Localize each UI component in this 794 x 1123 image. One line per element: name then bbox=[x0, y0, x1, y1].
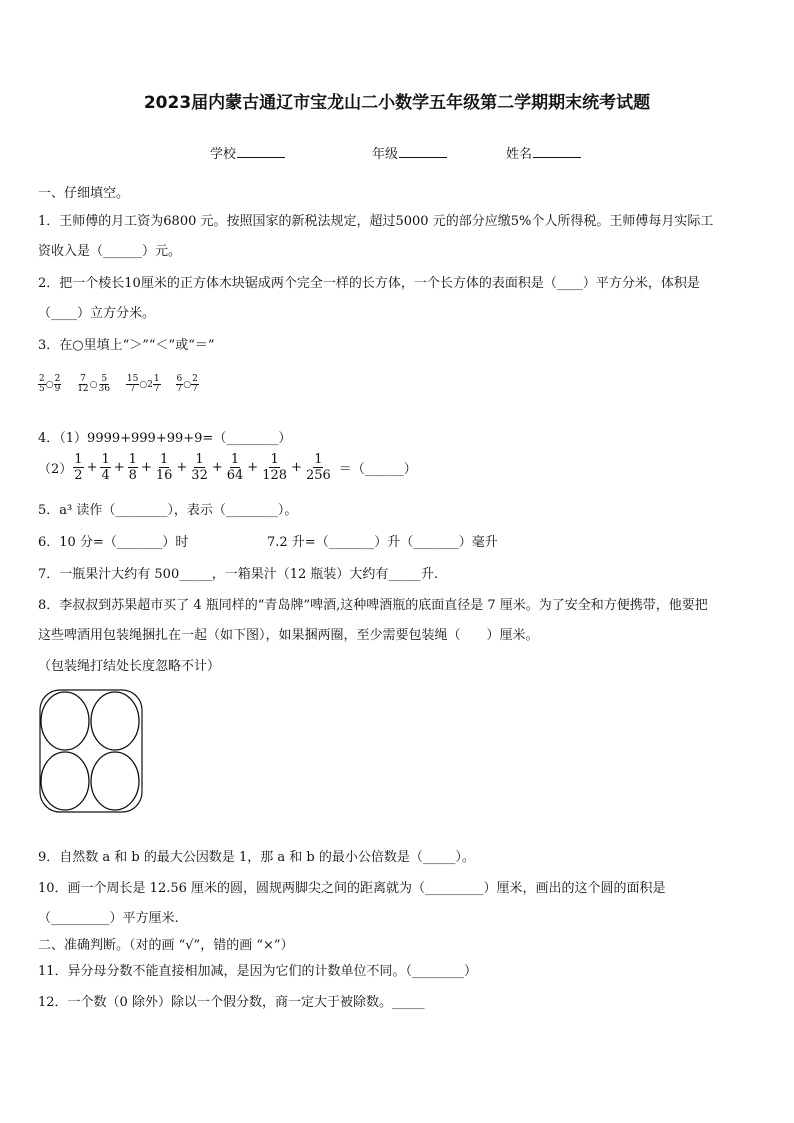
comparison-circle[interactable]: ○ bbox=[183, 380, 192, 390]
fraction: $\frac{2}{5}$ bbox=[39, 374, 45, 394]
comparison-item bbox=[38, 375, 61, 394]
question-6-left: 6．10 分=（_______）时 bbox=[38, 535, 189, 550]
fraction-term: $\frac{1}{2}$ bbox=[74, 452, 83, 483]
question-4-line-1: 4．（1）9999+999+99+9=（________） bbox=[38, 431, 292, 446]
comparison-circle[interactable]: ○ bbox=[139, 380, 148, 390]
question-6-right: 7.2 升=（_______）升（_______）毫升 bbox=[267, 535, 498, 550]
grade-label: 年级 bbox=[372, 147, 399, 162]
comparison-circle[interactable]: ○ bbox=[89, 380, 98, 390]
plus-sign: + bbox=[86, 460, 98, 475]
plus-sign: + bbox=[140, 460, 152, 475]
fraction: $\frac{6}{7}$ bbox=[176, 374, 183, 394]
fraction-term: $\frac{1}{128}$ bbox=[262, 452, 288, 483]
fraction-term: $\frac{1}{16}$ bbox=[155, 452, 173, 483]
fraction-term: $\frac{1}{256}$ bbox=[305, 452, 331, 483]
question-2-line-1: 2．把一个棱长10厘米的正方体木块锯成两个完全一样的长方体，一个长方体的表面积是（____）平方分米，体积是 bbox=[38, 276, 700, 291]
fraction: $\frac{5}{36}$ bbox=[98, 374, 110, 394]
question-9: 9．自然数 a 和 b 的最大公因数是 1，那 a 和 b 的最小公倍数是（_____）。 bbox=[38, 850, 475, 865]
fraction-term: $\frac{1}{8}$ bbox=[128, 452, 137, 483]
section-2-heading: 二、准确判断。（对的画 “√”，错的画 “×”） bbox=[38, 938, 294, 953]
bottles-bundle-figure bbox=[36, 686, 146, 816]
bottle-circle bbox=[91, 752, 139, 810]
grade-blank[interactable] bbox=[399, 144, 447, 158]
name-field bbox=[506, 143, 581, 162]
question-5: 5．a³ 读作（________），表示（________）。 bbox=[38, 503, 298, 518]
fraction: $\frac{7}{12}$ bbox=[77, 374, 89, 394]
plus-sign: + bbox=[113, 460, 125, 475]
question-4-label-2: （2） bbox=[38, 462, 73, 477]
section-1-heading: 一、仔细填空。 bbox=[38, 186, 130, 201]
fraction: $\frac{15}{7}$ bbox=[126, 374, 139, 394]
question-3-line-1: 3．在○里填上“＞”“＜”或“＝” bbox=[38, 338, 215, 353]
school-field bbox=[210, 143, 285, 162]
question-4-answer: ＝（______） bbox=[338, 462, 417, 477]
plus-sign: + bbox=[247, 460, 259, 475]
fraction-term: $\frac{1}{64}$ bbox=[226, 452, 244, 483]
fraction: $\frac{1}{7}$ bbox=[153, 374, 160, 394]
comparison-circle[interactable]: ○ bbox=[45, 380, 54, 390]
question-1-line-2: 资收入是（______）元。 bbox=[38, 244, 182, 259]
question-10-line-1: 10．画一个周长是 12.56 厘米的圆，圆规两脚尖之间的距离就为（_________）厘米，画出的这个圆的面积是 bbox=[38, 881, 666, 896]
school-blank[interactable] bbox=[237, 144, 285, 158]
name-label: 姓名 bbox=[506, 147, 533, 162]
plus-sign: + bbox=[291, 460, 302, 475]
question-2-line-2: （____）立方分米。 bbox=[38, 306, 156, 321]
plus-sign: + bbox=[211, 460, 223, 475]
bottle-circle bbox=[41, 692, 89, 750]
plus-sign: + bbox=[176, 460, 188, 475]
question-10-line-2: （_________）平方厘米. bbox=[38, 911, 179, 926]
question-4-line-2 bbox=[38, 452, 417, 483]
bottle-circle bbox=[41, 752, 89, 810]
question-8-line-1: 8．李叔叔到苏果超市买了 4 瓶同样的“青岛牌”啤酒,这种啤酒瓶的底面直径是 7 厘米。为了安全和方便携带，他要把 bbox=[38, 598, 708, 613]
question-8-line-2: 这些啤酒用包装绳捆扎在一起（如下图），如果捆两圈，至少需要包装绳（ ）厘米。 bbox=[38, 628, 539, 643]
comparison-item bbox=[176, 375, 199, 394]
comparison-item bbox=[76, 375, 111, 394]
comparison-item bbox=[126, 375, 161, 394]
question-12: 12．一个数（0 除外）除以一个假分数，商一定大于被除数。_____ bbox=[38, 995, 425, 1010]
question-8-note: （包装绳打结处长度忽略不计） bbox=[38, 659, 221, 674]
name-blank[interactable] bbox=[533, 144, 581, 158]
school-label: 学校 bbox=[210, 147, 237, 162]
fraction: $\frac{2}{9}$ bbox=[54, 374, 61, 394]
fraction: $\frac{2}{7}$ bbox=[192, 374, 198, 394]
fraction-term: $\frac{1}{4}$ bbox=[101, 452, 110, 483]
question-3-comparisons bbox=[38, 375, 211, 394]
question-11: 11．异分母分数不能直接相加减，是因为它们的计数单位不同。（________） bbox=[38, 964, 478, 979]
question-7: 7．一瓶果汁大约有 500_____，一箱果汁（12 瓶装）大约有_____升. bbox=[38, 567, 439, 582]
rope-loop bbox=[40, 690, 142, 812]
whole-part: 2 bbox=[147, 380, 153, 390]
grade-field bbox=[372, 143, 447, 162]
question-1-line-1: 1．王师傅的月工资为6800 元。按照国家的新税法规定，超过5000 元的部分应缴5%个人所得税。王师傅每月实际工 bbox=[38, 214, 714, 229]
page-title: 2023届内蒙古通辽市宝龙山二小数学五年级第二学期期末统考试题 bbox=[143, 93, 651, 113]
bottle-circle bbox=[91, 692, 139, 750]
fraction-term: $\frac{1}{32}$ bbox=[191, 452, 208, 483]
